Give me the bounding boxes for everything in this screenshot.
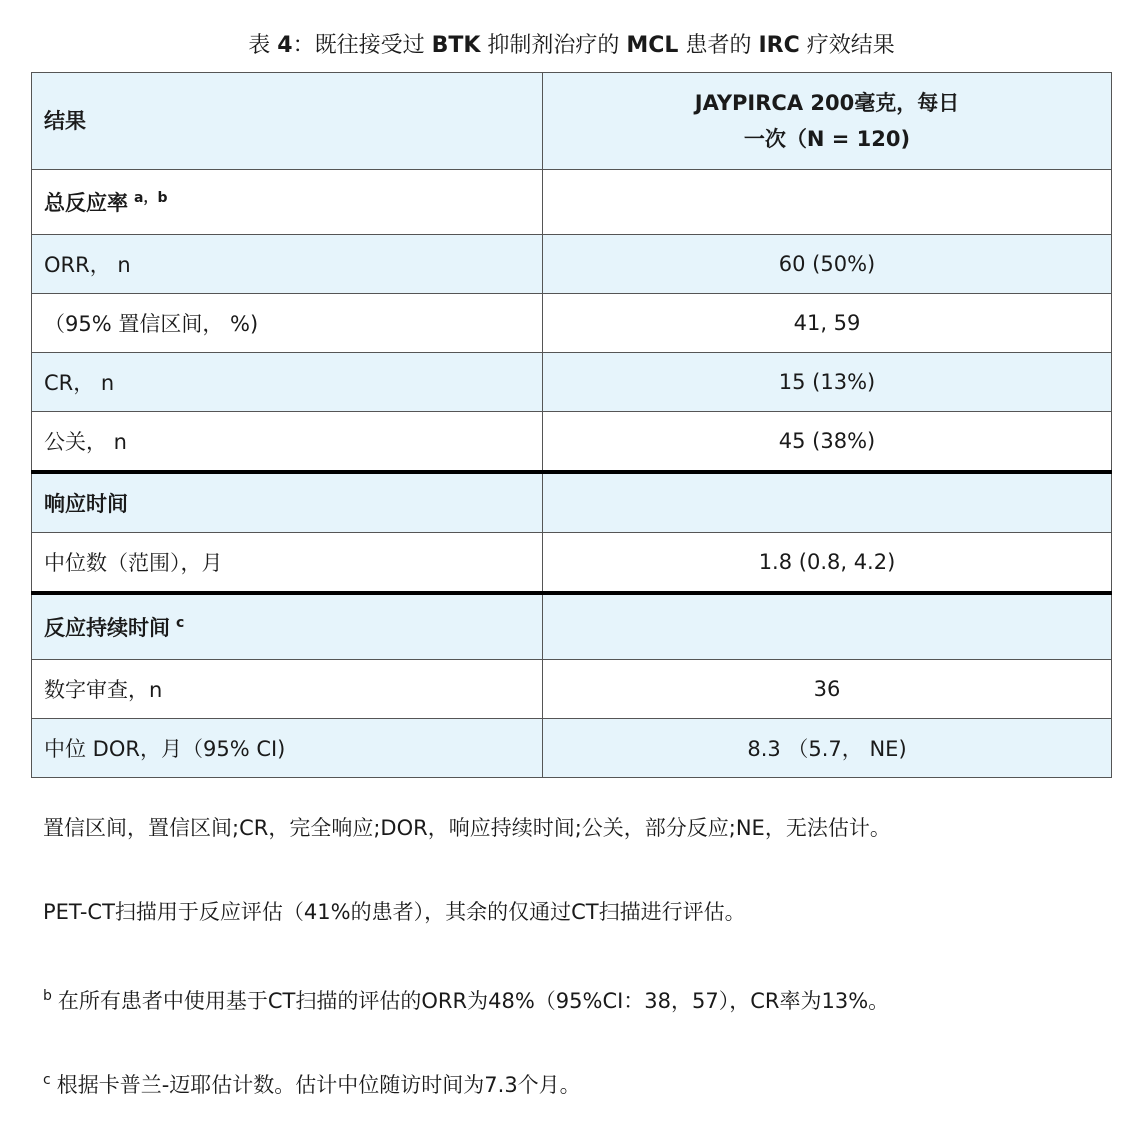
- header-dose-line1: JAYPIRCA 200毫克，每日: [694, 91, 960, 115]
- table-row: [32, 719, 1112, 778]
- row-label: 公关， n: [32, 412, 543, 473]
- row-label: ORR， n: [32, 235, 543, 294]
- table-row: [32, 660, 1112, 719]
- footnote-marker: c: [176, 615, 185, 631]
- row-value: 15 (13%): [543, 353, 1112, 412]
- section-title: [32, 593, 543, 660]
- results-table: [31, 72, 1112, 778]
- row-label: 中位 DOR，月（95% CI): [32, 719, 543, 778]
- row-label: 数字审查，n: [32, 660, 543, 719]
- caption-btk: BTK: [431, 33, 481, 58]
- table-row: [32, 235, 1112, 294]
- section-title-text: 反应持续时间: [44, 616, 170, 640]
- table-row: [32, 294, 1112, 353]
- footnote-c: [43, 1060, 581, 1105]
- caption-irc: IRC: [758, 33, 800, 58]
- row-value: 60 (50%): [543, 235, 1112, 294]
- table-caption: [0, 30, 1143, 62]
- table-row: [32, 533, 1112, 594]
- caption-table-number: 4: [277, 33, 293, 58]
- footnote-c-marker: c: [43, 1072, 51, 1088]
- section-row-time-to-response: [32, 472, 1112, 533]
- caption-prefix: 表: [248, 33, 278, 58]
- section-title-text: 总反应率: [44, 191, 128, 215]
- section-empty-cell: [543, 472, 1112, 533]
- table-row: [32, 353, 1112, 412]
- footnote-b-marker: b: [43, 988, 52, 1004]
- section-title: [32, 472, 543, 533]
- caption-mcl: MCL: [626, 33, 679, 58]
- table-row: [32, 412, 1112, 473]
- row-value: 8.3 （5.7， NE): [543, 719, 1112, 778]
- row-value: 45 (38%): [543, 412, 1112, 473]
- row-label: CR， n: [32, 353, 543, 412]
- section-row-duration-of-response: [32, 593, 1112, 660]
- footnote-b-text: 在所有患者中使用基于CT扫描的评估的ORR为48%（95%CI：38，57），CR率为13%。: [57, 989, 890, 1013]
- row-label: （95% 置信区间， %): [32, 294, 543, 353]
- footnote-c-text: 根据卡普兰-迈耶估计数。估计中位随访时间为7.3个月。: [56, 1073, 581, 1097]
- section-title-text: 响应时间: [44, 492, 128, 516]
- table-header-row: [32, 73, 1112, 170]
- section-row-orr: [32, 170, 1112, 235]
- header-dose-line2: 一次（N = 120): [743, 127, 911, 151]
- caption-text-3: 患者的: [678, 33, 759, 58]
- footnote-a: PET-CT扫描用于反应评估（41%的患者），其余的仅通过CT扫描进行评估。: [43, 900, 746, 924]
- caption-text-4: 疗效结果: [799, 33, 895, 58]
- caption-text-1: ：既往接受过: [292, 33, 432, 58]
- footnote-abbreviations: 置信区间，置信区间;CR，完全响应;DOR，响应持续时间;公关，部分反应;NE，无法估计。: [43, 816, 891, 840]
- section-title: [32, 170, 543, 235]
- header-results: 结果: [32, 73, 543, 170]
- section-empty-cell: [543, 593, 1112, 660]
- row-label: 中位数（范围），月: [32, 533, 543, 594]
- row-value: 1.8 (0.8, 4.2): [543, 533, 1112, 594]
- header-dose-group: [543, 73, 1112, 170]
- row-value: 41, 59: [543, 294, 1112, 353]
- footnote-marker: a，b: [134, 190, 168, 206]
- row-value: 36: [543, 660, 1112, 719]
- caption-text-2: 抑制剂治疗的: [480, 33, 627, 58]
- section-empty-cell: [543, 170, 1112, 235]
- footnote-b: [43, 976, 889, 1021]
